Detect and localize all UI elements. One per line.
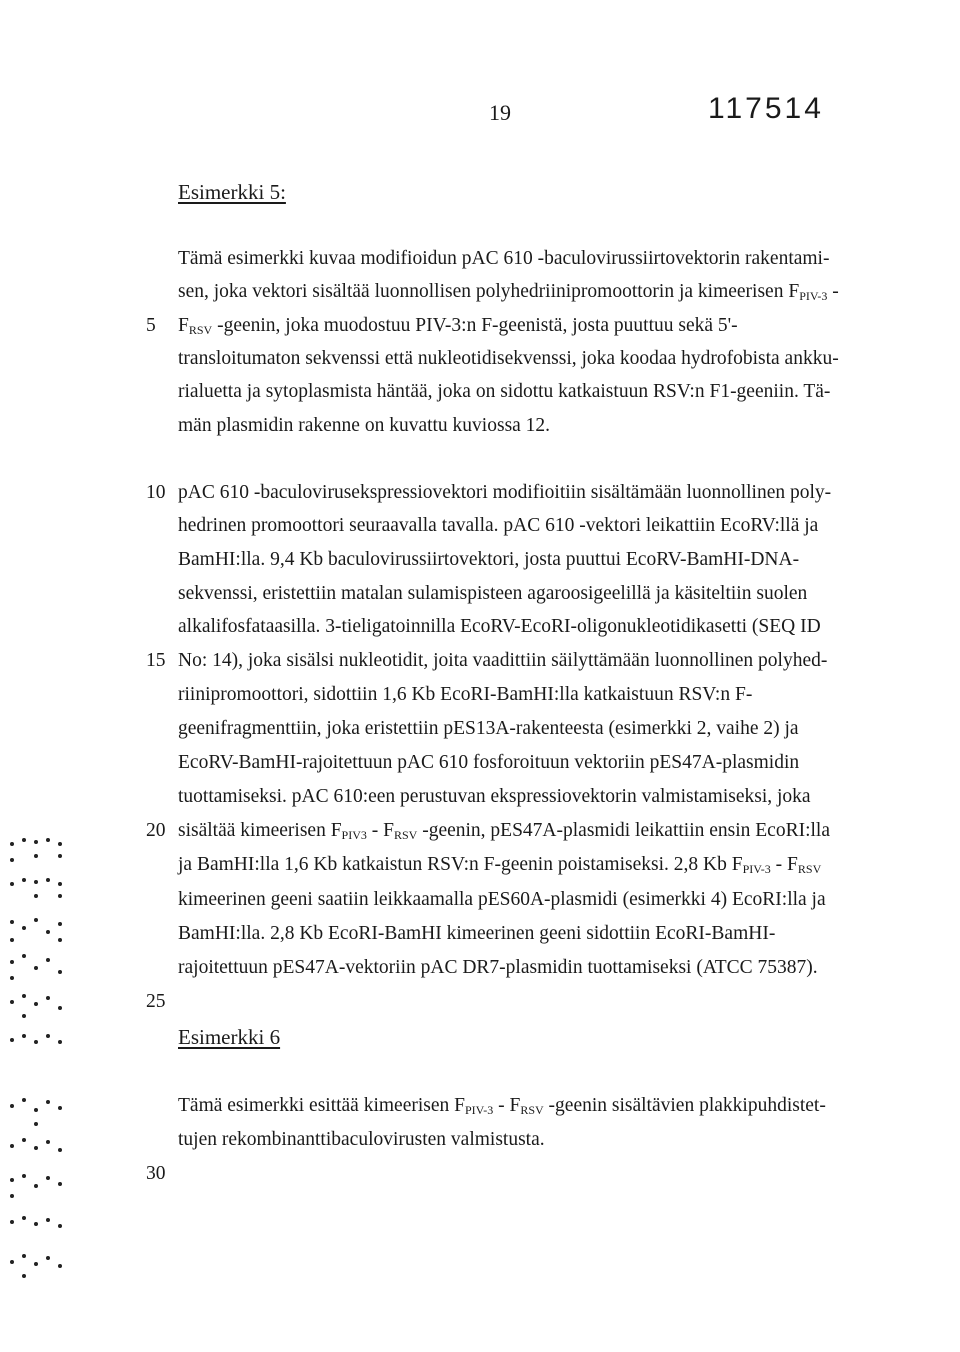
text-line: riinipromoottori, sidottiin 1,6 Kb EcoRI-BamHI:lla katkaistuun RSV:n F- xyxy=(178,684,753,705)
text-line: alkalifosfataasilla. 3-tieligatoinnilla EcoRV-EcoRI-oligonukleotidikasetti (SEQ ID xyxy=(178,616,821,637)
text-line: BamHI:lla. 9,4 Kb baculovirussiirtovektori, josta puuttui EcoRV-BamHI-DNA- xyxy=(178,549,800,570)
page-number: 19 xyxy=(489,100,511,125)
text-line: hedrinen promoottori seuraavalla tavalla. pAC 610 -vektori leikattiin EcoRV:llä ja xyxy=(178,515,819,536)
text-line: män plasmidin rakenne on kuvattu kuviossa 12. xyxy=(178,415,551,436)
example-6-heading: Esimerkki 6 xyxy=(178,1025,281,1049)
line-number: 25 xyxy=(146,991,166,1012)
text-line: $F_{RSV}$ -geenin, joka muodostuu PIV-3:n F-geenistä, josta puuttuu sekä 5'- xyxy=(178,315,738,337)
text-line: EcoRV-BamHI-rajoitettuun pAC 610 fosforoituun vektoriin pES47A-plasmidin xyxy=(178,752,800,773)
text-line: Tämä esimerkki kuvaa modifioidun pAC 610 -baculovirussiirtovektorin rakentami- xyxy=(178,248,830,269)
text-line: rajoitettuun pES47A-vektoriin pAC DR7-plasmidin tuottamiseksi (ATCC 75387). xyxy=(178,957,818,978)
text-line: tujen rekombinanttibaculovirusten valmistusta. xyxy=(178,1129,545,1150)
line-number: 20 xyxy=(146,820,166,841)
text-line: pAC 610 -baculovirusekspressiovektori modifioitiin sisältämään luonnollinen poly- xyxy=(178,482,832,503)
text-line: Tämä esimerkki esittää kimeerisen $F_{PIV-3} - F_{RSV}$ -geenin sisältävien plakkipuhdistet- xyxy=(178,1095,826,1117)
text-line: sisältää kimeerisen $F_{PIV3} - F_{RSV}$ -geenin, pES47A-plasmidi leikattiin ensin EcoRI:lla xyxy=(178,820,830,842)
line-number: 10 xyxy=(146,482,166,503)
line-number: 5 xyxy=(146,315,156,336)
line-number: 30 xyxy=(146,1163,166,1184)
text-line: sekvenssi, eristettiin matalan sulamispisteen agaroosigeelillä ja käsiteltiin suolen xyxy=(178,583,808,604)
text-line: ja BamHI:lla 1,6 Kb katkaistun RSV:n F-geenin poistamiseksi. 2,8 Kb $F_{PIV-3} - F_{RSV}$ xyxy=(178,854,822,876)
text-line: geenifragmenttiin, joka eristettiin pES13A-rakenteesta (esimerkki 2, vaihe 2) ja xyxy=(178,718,799,739)
text-line: transloitumaton sekvenssi että nukleotidisekvenssi, joka koodaa hydrofobista ankku- xyxy=(178,348,839,369)
text-line: tuottamiseksi. pAC 610:een perustuvan ekspressiovektorin valmistamiseksi, joka xyxy=(178,786,811,807)
line-number: 15 xyxy=(146,650,166,671)
text-line: No: 14), joka sisälsi nukleotidit, joita vaadittiin säilyttämään luonnollinen polyhed- xyxy=(178,650,828,671)
margin-dot-stamp xyxy=(0,830,80,1290)
text-line: BamHI:lla. 2,8 Kb EcoRI-BamHI kimeerinen geeni sidottiin EcoRI-BamHI- xyxy=(178,923,776,944)
text-line: kimeerinen geeni saatiin leikkaamalla pES60A-plasmidi (esimerkki 4) EcoRI:lla ja xyxy=(178,889,826,910)
document-number: 117514 xyxy=(708,92,824,125)
example-5-heading: Esimerkki 5: xyxy=(178,180,286,204)
text-line: sen, joka vektori sisältää luonnollisen polyhedriinipromoottorin ja kimeerisen $F_{PIV-3}$ - xyxy=(178,281,839,303)
text-line: rialuetta ja sytoplasmista häntää, joka on sidottu katkaistuun RSV:n F1-geeniin. Tä- xyxy=(178,381,831,402)
